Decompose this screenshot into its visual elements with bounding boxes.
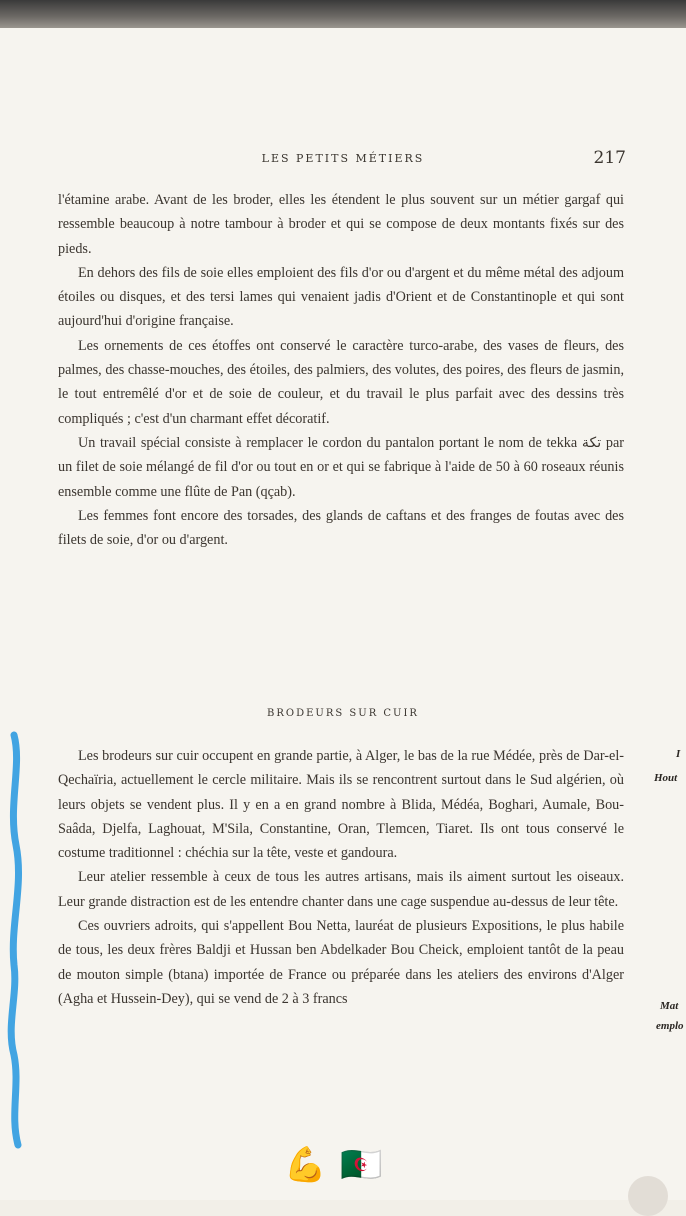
paragraph: Les femmes font encore des torsades, des glands de caftans et des franges de foutas avec des filets de soie, d'or ou d'argent. bbox=[58, 507, 624, 549]
paragraph: Un travail spécial consiste à remplacer le cordon du pantalon portant le nom de tekka تكة par un filet de soie mélangé de fil d'or ou tout en or et qui se fabrique à l'aide de 50 à 60 roseaux réunis ensemble comme une flûte de Pan (qçab). bbox=[58, 434, 624, 500]
paragraph: En dehors des fils de soie elles emploient des fils d'or ou d'argent et du même métal des adjoum étoiles ou disques, et des tersi lames qui venaient jadis d'Orient et de Constantinople et qui sont aujourd'hui d'origine française. bbox=[58, 264, 624, 330]
section-heading: BRODEURS SUR CUIR bbox=[267, 708, 419, 719]
top-shadow-edge bbox=[0, 0, 686, 28]
paragraph: Les brodeurs sur cuir occupent en grande partie, à Alger, le bas de la rue Médée, près de Dar-el-Qechaïria, actuellement le cercle militaire. Mais ils se rencontrent surtout dans le Sud algérien, où leurs objets se vendent plus. Il y en a en grand nombre à Blida, Médéa, Boghari, Aumale, Bou-Saâda, Djelfa, Laghouat, M'Sila, Constantine, Oran, Tlemcen, Tiaret. Ils ont tous conservé le costume traditionnel : chéchia sur la tête, veste et gandoura. bbox=[58, 748, 624, 862]
section-2-text bbox=[58, 744, 624, 1011]
margin-note-1-line-1: I bbox=[676, 748, 681, 760]
section-1-text bbox=[58, 188, 624, 552]
paragraph: l'étamine arabe. Avant de les broder, elles les étendent le plus souvent sur un métier gargaf qui ressemble beaucoup à notre tambour à broder et qui se compose de deux montants fixés sur des pieds. bbox=[58, 192, 624, 257]
margin-note-2-line-1: Mat bbox=[660, 1000, 679, 1012]
margin-note-2-line-2: emplo bbox=[656, 1020, 684, 1032]
running-title: LES PETITS MÉTIERS bbox=[261, 152, 425, 165]
page-header bbox=[0, 148, 686, 172]
page-number: 217 bbox=[593, 148, 626, 168]
footer-emoji-row bbox=[284, 1145, 383, 1185]
flexed-biceps-icon: 💪 bbox=[284, 1145, 327, 1185]
algeria-flag-icon: 🇩🇿 bbox=[340, 1145, 383, 1185]
margin-note-1-line-2: Hout bbox=[654, 772, 678, 784]
paragraph: Les ornements de ces étoffes ont conservé le caractère turco-arabe, des vases de fleurs, des palmes, des chasse-mouches, des étoiles, des palmiers, des volutes, des poires, des fleurs de jasmin, le tout entremêlé d'or et de soie de couleur, et du travail le plus parfait avec des dessins très compliqués ; c'est d'un charmant effet décoratif. bbox=[58, 337, 624, 427]
paragraph: Leur atelier ressemble à ceux de tous les autres artisans, mais ils aiment surtout les oiseaux. Leur grande distraction est de les entendre chanter dans une cage suspendue au-dessus de leur tête. bbox=[58, 869, 624, 910]
corner-overlay bbox=[628, 1176, 668, 1216]
blue-pen-stroke-icon bbox=[0, 725, 40, 1165]
paragraph: Ces ouvriers adroits, qui s'appellent Bou Netta, lauréat de plusieurs Expositions, le plus habile de tous, les deux frères Baldji et Hussan ben Abdelkader Bou Cheick, emploient tantôt de la peau de mouton simple (btana) importée de France ou préparée dans les ateliers des environs d'Alger (Agha et Hussein-Dey), qui se vend de 2 à 3 francs bbox=[58, 918, 624, 1007]
